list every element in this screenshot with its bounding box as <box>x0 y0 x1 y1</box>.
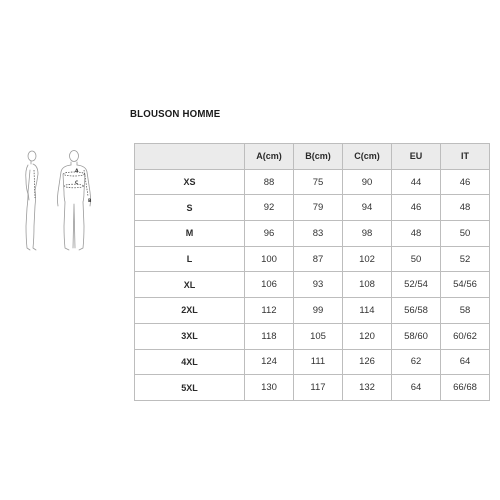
cell-eu: 64 <box>392 375 441 401</box>
waist-measure-line <box>65 184 84 188</box>
cell-it: 58 <box>441 298 490 324</box>
front-view-figure <box>58 151 91 251</box>
cell-c: 114 <box>343 298 392 324</box>
cell-a: 88 <box>245 169 294 195</box>
table-row <box>135 221 490 247</box>
cell-b: 105 <box>294 323 343 349</box>
cell-b: 111 <box>294 349 343 375</box>
cell-b: 93 <box>294 272 343 298</box>
table-row <box>135 375 490 401</box>
cell-a: 92 <box>245 195 294 221</box>
table-row <box>135 349 490 375</box>
label-b: B <box>88 199 92 204</box>
cell-eu: 56/58 <box>392 298 441 324</box>
cell-c: 108 <box>343 272 392 298</box>
cell-a: 118 <box>245 323 294 349</box>
size-cell: 4XL <box>135 349 245 375</box>
cell-it: 48 <box>441 195 490 221</box>
table-row <box>135 169 490 195</box>
header-cell-b: B(cm) <box>294 144 343 170</box>
body-measurement-figures-icon <box>14 148 114 256</box>
header-cell-a: A(cm) <box>245 144 294 170</box>
size-cell: M <box>135 221 245 247</box>
cell-it: 64 <box>441 349 490 375</box>
cell-eu: 58/60 <box>392 323 441 349</box>
label-a: A <box>75 169 79 174</box>
table-row <box>135 298 490 324</box>
header-cell-it: IT <box>441 144 490 170</box>
cell-it: 66/68 <box>441 375 490 401</box>
size-cell: S <box>135 195 245 221</box>
cell-c: 132 <box>343 375 392 401</box>
table-row <box>135 323 490 349</box>
cell-eu: 52/54 <box>392 272 441 298</box>
size-cell: L <box>135 246 245 272</box>
cell-eu: 48 <box>392 221 441 247</box>
cell-c: 126 <box>343 349 392 375</box>
header-cell-c: C(cm) <box>343 144 392 170</box>
cell-it: 50 <box>441 221 490 247</box>
header-cell-eu: EU <box>392 144 441 170</box>
cell-a: 112 <box>245 298 294 324</box>
cell-b: 83 <box>294 221 343 247</box>
cell-b: 117 <box>294 375 343 401</box>
cell-a: 100 <box>245 246 294 272</box>
side-view-figure <box>26 151 38 250</box>
cell-b: 87 <box>294 246 343 272</box>
cell-b: 75 <box>294 169 343 195</box>
size-cell: 3XL <box>135 323 245 349</box>
cell-it: 54/56 <box>441 272 490 298</box>
cell-eu: 50 <box>392 246 441 272</box>
cell-a: 124 <box>245 349 294 375</box>
chest-measure-line <box>64 172 85 176</box>
table-header-row <box>135 144 490 170</box>
header-cell-size <box>135 144 245 170</box>
table-row <box>135 246 490 272</box>
cell-c: 94 <box>343 195 392 221</box>
cell-c: 120 <box>343 323 392 349</box>
size-cell: XL <box>135 272 245 298</box>
cell-c: 90 <box>343 169 392 195</box>
side-measure-line <box>34 170 35 198</box>
size-chart-table <box>134 143 490 401</box>
cell-it: 52 <box>441 246 490 272</box>
size-cell: 2XL <box>135 298 245 324</box>
table-row <box>135 272 490 298</box>
cell-a: 106 <box>245 272 294 298</box>
page-title: BLOUSON HOMME <box>130 108 221 120</box>
cell-b: 99 <box>294 298 343 324</box>
cell-eu: 44 <box>392 169 441 195</box>
cell-it: 60/62 <box>441 323 490 349</box>
table-row <box>135 195 490 221</box>
cell-c: 98 <box>343 221 392 247</box>
cell-eu: 62 <box>392 349 441 375</box>
cell-eu: 46 <box>392 195 441 221</box>
cell-b: 79 <box>294 195 343 221</box>
label-c: C <box>75 181 79 186</box>
cell-c: 102 <box>343 246 392 272</box>
size-cell: 5XL <box>135 375 245 401</box>
size-cell: XS <box>135 169 245 195</box>
cell-a: 130 <box>245 375 294 401</box>
cell-it: 46 <box>441 169 490 195</box>
cell-a: 96 <box>245 221 294 247</box>
